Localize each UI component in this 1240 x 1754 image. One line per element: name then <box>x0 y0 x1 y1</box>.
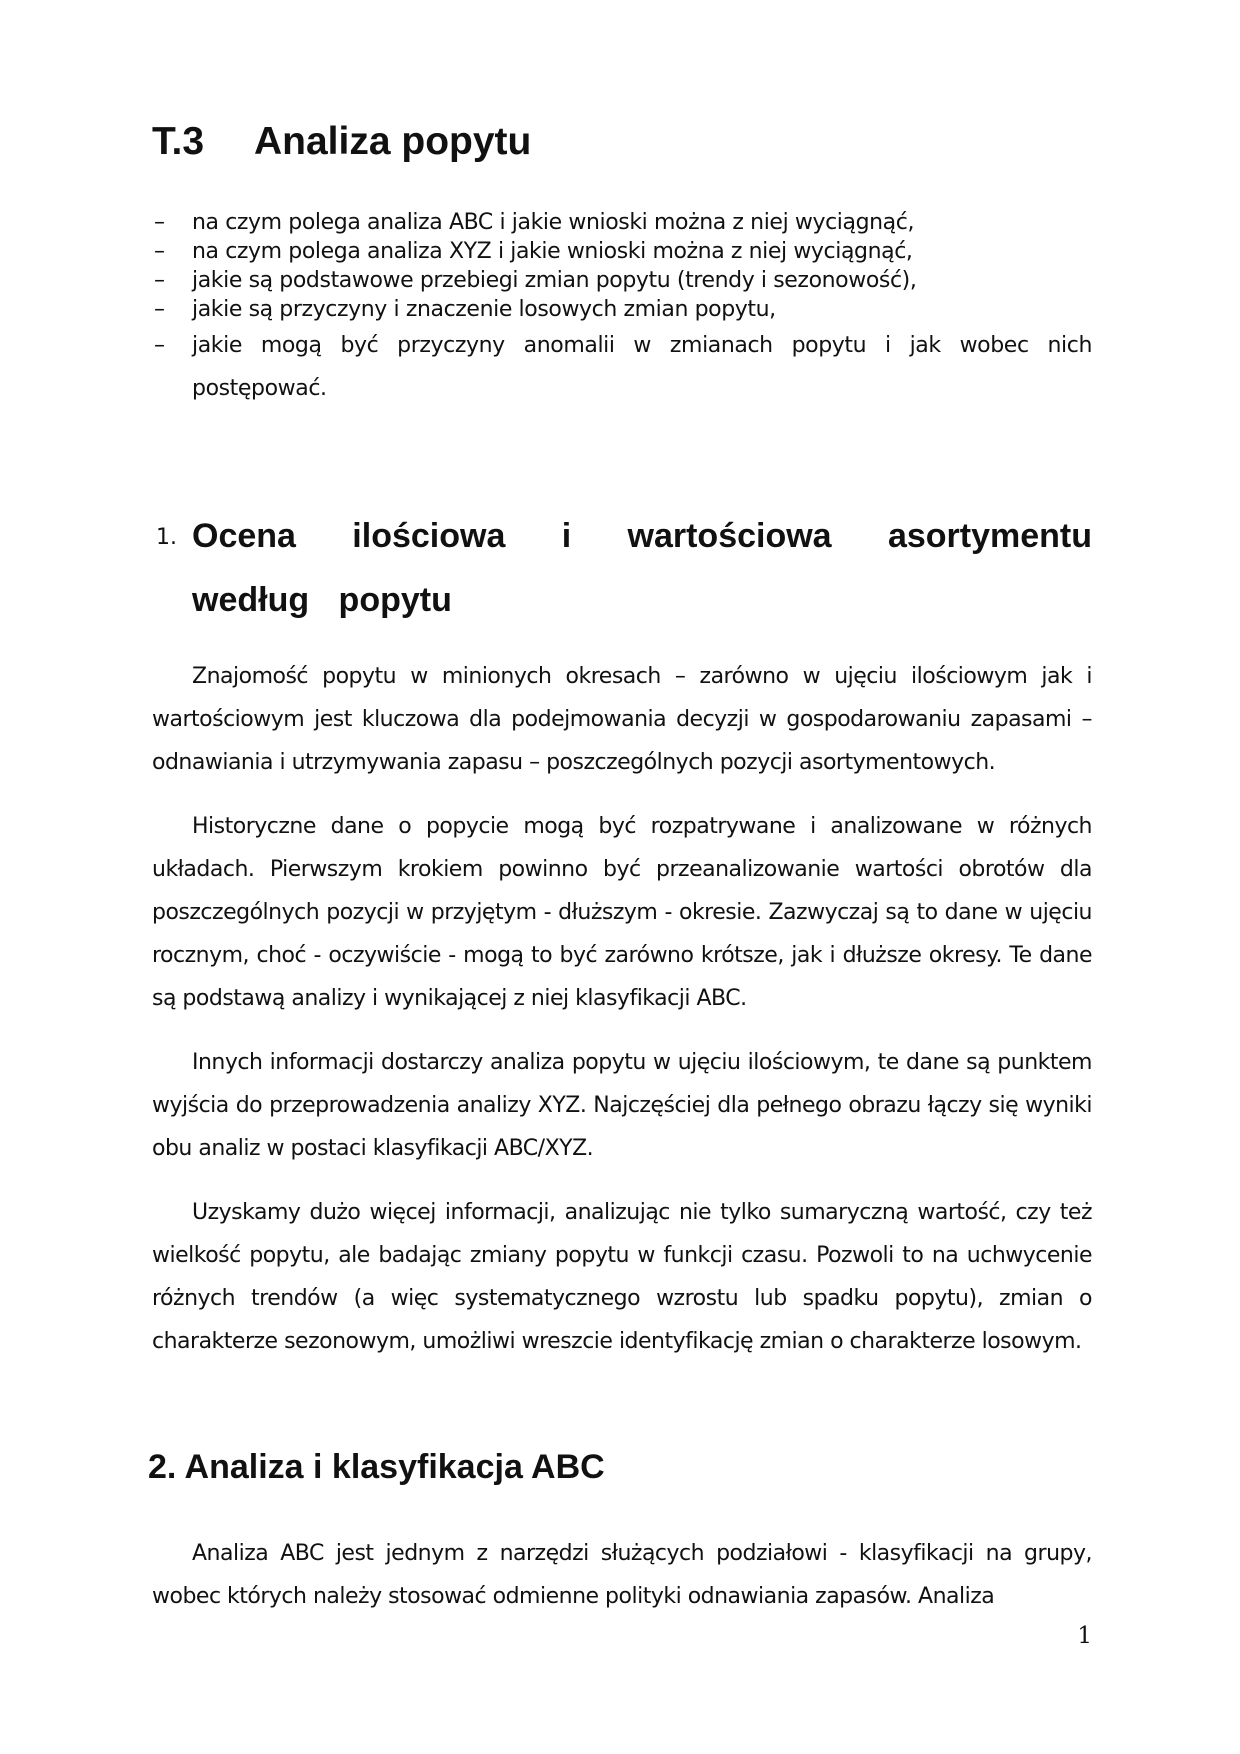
section-1-title <box>192 504 1092 632</box>
paragraph: Historyczne dane o popycie mogą być rozpatrywane i analizowane w różnych układach. Pierwszym krokiem powinno być przeanalizowanie wartości obrotów dla poszczególnych pozycji w przyjętym - dłuższym - okresie. Zazwyczaj są to dane w ujęciu rocznym, choć - oczywiście - mogą to być zarówno krótsze, jak i dłuższe okresy. Te dane są podstawą analizy i wynikającej z niej klasyfikacji ABC. <box>152 814 1092 1011</box>
chapter-title <box>152 118 531 166</box>
paragraph: Znajomość popytu w minionych okresach – zarówno w ujęciu ilościowym jak i wartościowym jest kluczowa dla podejmowania decyzji w gospodarowaniu zapasami – odnawiania i utrzymywania zapasu – poszczególnych pozycji asortymentowych. <box>152 664 1092 775</box>
chapter-title-text: Analiza popytu <box>254 120 532 163</box>
section-2-body <box>152 1532 1092 1639</box>
section-1-heading <box>152 504 1092 632</box>
objective-item: – jakie są podstawowe przebiegi zmian popytu (trendy i sezonowość), <box>152 266 1092 295</box>
section-2-heading: 2. Analiza i klasyfikacja ABC <box>148 1448 605 1486</box>
page-number: 1 <box>1077 1623 1092 1649</box>
objective-item: – jakie są przyczyny i znaczenie losowych zmian popytu, <box>152 295 1092 324</box>
section-1-title-line-1: Ocena ilościowa i wartościowa asortymentu <box>192 517 1092 555</box>
objective-item: – na czym polega analiza XYZ i jakie wnioski można z niej wyciągnąć, <box>152 237 1092 266</box>
section-1-body <box>152 655 1092 1384</box>
objective-item: – na czym polega analiza ABC i jakie wnioski można z niej wyciągnąć, <box>152 208 1092 237</box>
chapter-number: T.3 <box>152 120 205 163</box>
section-1-title-line-2: według popytu <box>192 581 452 619</box>
objectives-list <box>152 208 1092 410</box>
paragraph: Innych informacji dostarczy analiza popytu w ujęciu ilościowym, te dane są punktem wyjścia do przeprowadzenia analizy XYZ. Najczęściej dla pełnego obrazu łączy się wyniki obu analiz w postaci klasyfikacji ABC/XYZ. <box>152 1050 1092 1161</box>
section-1-number: 1. <box>156 525 177 550</box>
paragraph: Analiza ABC jest jednym z narzędzi służących podziałowi - klasyfikacji na grupy, wobec których należy stosować odmienne polityki odnawiania zapasów. Analiza <box>152 1541 1092 1609</box>
paragraph: Uzyskamy dużo więcej informacji, analizując nie tylko sumaryczną wartość, czy też wielkość popytu, ale badając zmiany popytu w funkcji czasu. Pozwoli to na uchwycenie różnych trendów (a więc systematycznego wzrostu lub spadku popytu), zmian o charakterze sezonowym, umożliwi wreszcie identyfikację zmian o charakterze losowym. <box>152 1200 1092 1354</box>
objective-item: – jakie mogą być przyczyny anomalii w zmianach popytu i jak wobec nich postępować. <box>152 324 1092 410</box>
